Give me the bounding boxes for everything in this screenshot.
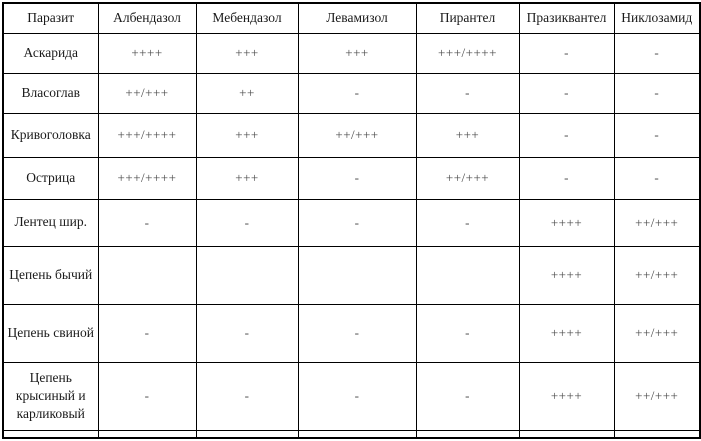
row-label: Острица <box>3 157 98 199</box>
table-cell: - <box>298 199 416 246</box>
row-label: Кривоголовка <box>3 113 98 157</box>
table-cell: ++/+++ <box>614 362 700 430</box>
table-cell: - <box>196 304 298 362</box>
table-cell: - <box>298 362 416 430</box>
table-cell: - <box>196 199 298 246</box>
table-cell: ++++ <box>519 362 614 430</box>
table-cell: - <box>614 157 700 199</box>
table-cell: - <box>298 304 416 362</box>
row-label: Цепень крысиный и карликовый <box>3 362 98 430</box>
column-header-parasite: Паразит <box>3 3 98 33</box>
table-cell: ++++ <box>519 246 614 304</box>
table-cell <box>98 246 196 304</box>
table-cell: +++ <box>196 157 298 199</box>
column-header-mebendazol: Мебендазол <box>196 3 298 33</box>
table-cell <box>196 246 298 304</box>
table-row <box>3 199 700 246</box>
row-label: Цепень свиной <box>3 304 98 362</box>
table-cell: - <box>298 157 416 199</box>
drug-efficacy-table <box>2 2 701 439</box>
empty-cell <box>519 430 614 438</box>
table-cell: ++++ <box>519 199 614 246</box>
column-header-albendazol: Албендазол <box>98 3 196 33</box>
table-cell: - <box>519 73 614 113</box>
table-cell: ++++ <box>519 304 614 362</box>
spacer-row <box>3 430 700 438</box>
empty-cell <box>3 430 98 438</box>
empty-cell <box>196 430 298 438</box>
row-label: Власоглав <box>3 73 98 113</box>
table-row <box>3 246 700 304</box>
table-cell: - <box>614 113 700 157</box>
table-cell: - <box>196 362 298 430</box>
table-cell: ++++ <box>98 33 196 73</box>
table-cell: +++/++++ <box>416 33 519 73</box>
table-cell: ++/+++ <box>298 113 416 157</box>
table-cell: - <box>416 199 519 246</box>
empty-cell <box>98 430 196 438</box>
table-row <box>3 157 700 199</box>
empty-cell <box>298 430 416 438</box>
table-cell: - <box>98 362 196 430</box>
table-cell: - <box>416 304 519 362</box>
table-cell: - <box>614 73 700 113</box>
row-label: Аскарида <box>3 33 98 73</box>
table-cell: - <box>98 199 196 246</box>
table-cell: ++/+++ <box>614 246 700 304</box>
table-cell: +++ <box>196 113 298 157</box>
table-cell: - <box>519 113 614 157</box>
table-cell <box>298 246 416 304</box>
column-header-pirantel: Пирантел <box>416 3 519 33</box>
row-label: Цепень бычий <box>3 246 98 304</box>
table-cell: +++ <box>196 33 298 73</box>
table-cell: ++/+++ <box>614 199 700 246</box>
table-cell: - <box>298 73 416 113</box>
table-row <box>3 304 700 362</box>
table-cell: +++/++++ <box>98 157 196 199</box>
table-cell: ++/+++ <box>416 157 519 199</box>
table-cell: - <box>416 362 519 430</box>
table-cell: - <box>614 33 700 73</box>
empty-cell <box>614 430 700 438</box>
table-row <box>3 362 700 430</box>
table-cell: - <box>519 157 614 199</box>
table-cell: - <box>416 73 519 113</box>
column-header-levamizol: Левамизол <box>298 3 416 33</box>
table-cell: - <box>519 33 614 73</box>
row-label: Лентец шир. <box>3 199 98 246</box>
table-row <box>3 33 700 73</box>
table-row <box>3 113 700 157</box>
table-cell: +++/++++ <box>98 113 196 157</box>
table-cell: +++ <box>416 113 519 157</box>
table-row <box>3 73 700 113</box>
table-cell: ++ <box>196 73 298 113</box>
table-cell: +++ <box>298 33 416 73</box>
table-cell: ++/+++ <box>98 73 196 113</box>
column-header-niklozamid: Никлозамид <box>614 3 700 33</box>
table-cell: ++/+++ <box>614 304 700 362</box>
table-cell <box>416 246 519 304</box>
column-header-prazikvantel: Празиквантел <box>519 3 614 33</box>
header-row <box>3 3 700 33</box>
table-cell: - <box>98 304 196 362</box>
empty-cell <box>416 430 519 438</box>
